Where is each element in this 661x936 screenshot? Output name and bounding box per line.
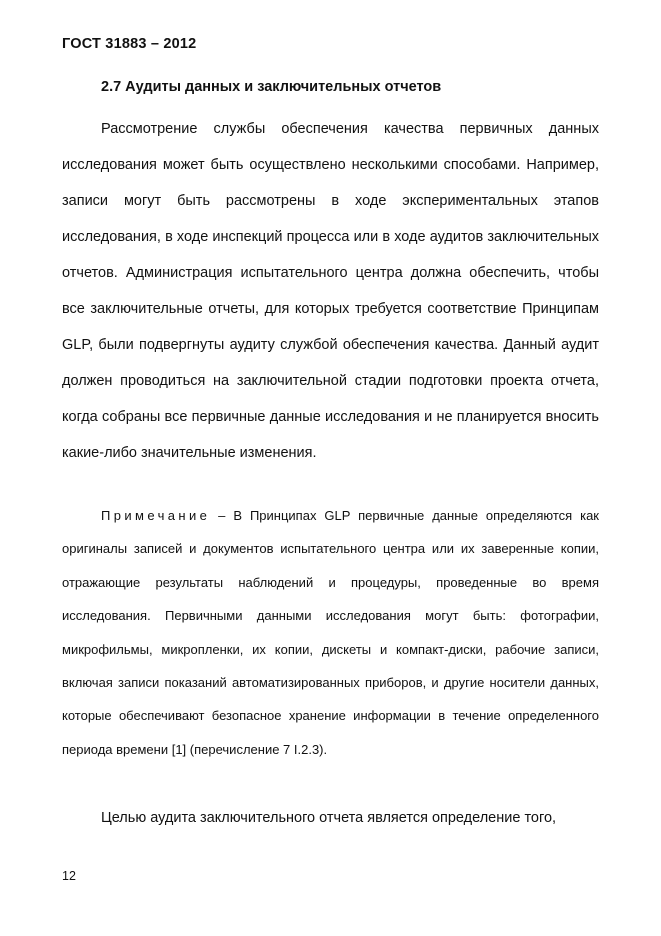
paragraph-audit-goal: Целью аудита заключительного отчета является определение того,: [101, 810, 557, 826]
note-block: [62, 499, 599, 766]
page-number: 12: [62, 869, 76, 883]
main-text: [62, 111, 599, 471]
note-paragraph: [62, 499, 599, 766]
continuation-text: [62, 800, 599, 836]
note-label: Примечание: [101, 508, 211, 523]
paragraph-data-review: Рассмотрение службы обеспечения качества первичных данных исследования может быть осуществлено несколькими способами. Например, записи могут быть рассмотрены в ходе экспериментальных этапов исследования, в ходе инспекций процесса или в ходе аудитов заключительных отчетов. Администрация испытательного центра должна обеспечить, чтобы все заключительные отчеты, для которых требуется соответствие Принципам GLP, были подвергнуты аудиту службой обеспечения качества. Данный аудит должен проводиться на заключительной стадии подготовки проекта отчета, когда собраны все первичные данные исследования и не планируется вносить какие-либо значительные изменения.: [62, 121, 599, 461]
section-title: 2.7 Аудиты данных и заключительных отчетов: [101, 79, 442, 95]
document-header: ГОСТ 31883 – 2012: [62, 36, 197, 52]
note-text: В Принципах GLP первичные данные определяются как оригиналы записей и документов испытательного центра или их заверенные копии, отражающие результаты наблюдений и процедуры, проведенные во время исследования. Первичными данными исследования могут быть: фотографии, микрофильмы, микропленки, их копии, дискеты и компакт-диски, рабочие записи, включая записи показаний автоматизированных приборов, и другие носители данных, которые обеспечивают безопасное хранение информации в течение определенного периода времени [1] (перечисление 7 I.2.3).: [62, 508, 599, 757]
note-dash: –: [210, 508, 234, 523]
